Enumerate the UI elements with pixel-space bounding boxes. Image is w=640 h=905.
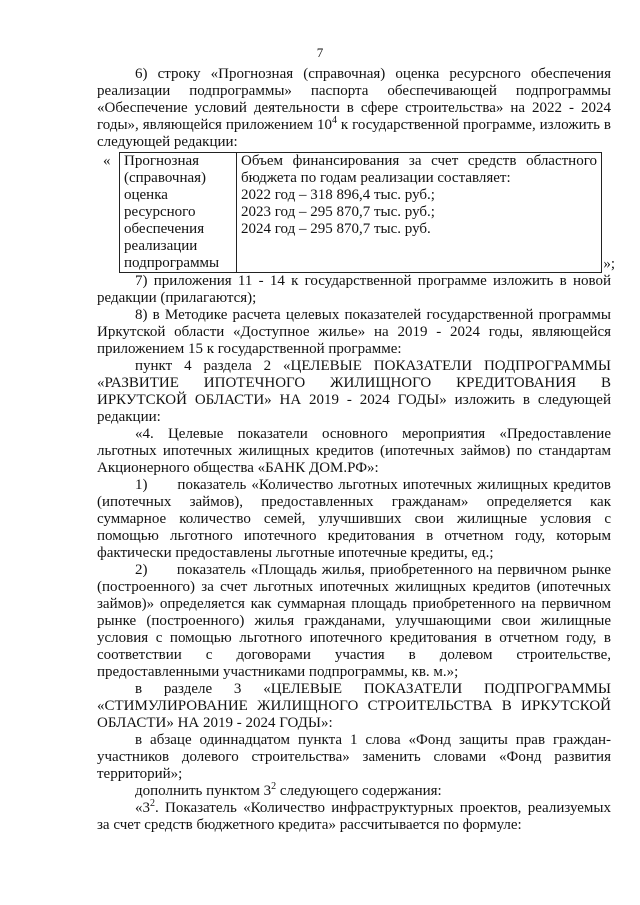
table-label-line: подпрограммы <box>124 255 220 271</box>
table-label-line: реализации <box>124 238 198 254</box>
paragraph-punkt-4: пункт 4 раздела 2 «ЦЕЛЕВЫЕ ПОКАЗАТЕЛИ ПОДПРОГРАММЫ «РАЗВИТИЕ ИПОТЕЧНОГО ЖИЛИЩНОГО КРЕДИТОВАНИЯ В ИРКУТСКОЙ ОБЛАСТИ» НА 2019 - 2024 ГОДЫ» изложить в следующей редакции: <box>97 358 611 425</box>
table-open-quote: « <box>103 153 111 169</box>
table-cell-label <box>120 153 237 273</box>
dopolnit-superscript: 2 <box>271 781 277 792</box>
table-label-line: ресурсного <box>124 204 196 220</box>
p32-superscript: 2 <box>150 798 155 809</box>
table-row <box>120 153 602 273</box>
table-label-line: оценка <box>124 187 168 203</box>
table-label-line: Прогнозная <box>124 153 200 169</box>
item-6-tail: к государственной программе, изложить в следующей редакции: <box>97 117 612 150</box>
dopolnit-text: дополнить пунктом 3 <box>135 783 272 799</box>
table-label-line: обеспечения <box>124 221 205 237</box>
paragraph-item-7: 7) приложения 11 - 14 к государственной программе изложить в новой редакции (прилагаются); <box>97 273 611 306</box>
table-label-line: (справочная) <box>124 170 207 186</box>
paragraph-abzac: в абзаце одиннадцатом пункта 1 слова «Фонд защиты прав граждан-участников долевого строительства» заменить словами «Фонд развития территорий»; <box>97 732 611 782</box>
item-6-superscript: 4 <box>331 115 337 126</box>
paragraph-item-8: 8) в Методике расчета целевых показателей государственной программы Иркутской области «Доступное жилье» на 2019 - 2024 годы, являющейся приложением 15 к государственной программе: <box>97 307 611 357</box>
p32-text: «3 <box>135 800 150 816</box>
p32-tail: . Показатель «Количество инфраструктурных проектов, реализуемых за счет средств бюджетного кредита» рассчитывается по формуле: <box>97 800 611 833</box>
document-body <box>97 66 615 834</box>
resource-table-wrap <box>97 152 615 273</box>
paragraph-item-6 <box>97 66 611 151</box>
table-value-line: 2024 год – 295 870,7 тыс. руб. <box>241 221 431 237</box>
dopolnit-tail: следующего содержания: <box>276 783 442 799</box>
item-6-text: 6) строку «Прогнозная (справочная) оценка ресурсного обеспечения реализации подпрограммы» паспорта обеспечивающей подпрограммы «Обеспечение условий деятельности в сфере строительства» на 2022 - 2024 годы», являющейся приложением 10 <box>97 66 611 133</box>
paragraph-subitem-2: 2) показатель «Площадь жилья, приобретенного на первичном рынке (построенного) за счет льготных ипотечных жилищных кредитов (ипотечных займов)» определяется как суммарная площадь приобретенного на первичном рынке (построенного) жилья гражданами, улучшающими свои жилищные условия с помощью льготного ипотечного кредитования в отчетном году, в соответствии с договорами участия в долевом строительстве, предоставленными участниками подпрограммы, кв. м.»; <box>97 562 615 680</box>
table-cell-value <box>237 153 602 273</box>
table-value-line: 2023 год – 295 870,7 тыс. руб.; <box>241 204 435 220</box>
table-value-line: 2022 год – 318 896,4 тыс. руб.; <box>241 187 435 203</box>
resource-table <box>119 152 602 273</box>
paragraph-subitem-1: 1) показатель «Количество льготных ипотечных жилищных кредитов (ипотечных займов), предоставленных гражданам» определяется как суммарное количество семей, улучшивших свои жилищные условия с помощью льготного ипотечного кредитования в отчетном году, которым фактически предоставлены льготные ипотечные кредиты, ед.; <box>97 477 615 561</box>
paragraph-3-2 <box>97 800 611 834</box>
paragraph-quote-4: «4. Целевые показатели основного мероприятия «Предоставление льготных ипотечных жилищных кредитов (ипотечных займов) по стандартам Акционерного общества «БАНК ДОМ.РФ»: <box>97 426 611 476</box>
table-close-quote: »; <box>603 256 615 272</box>
paragraph-razdel-3: в разделе 3 «ЦЕЛЕВЫЕ ПОКАЗАТЕЛИ ПОДПРОГРАММЫ «СТИМУЛИРОВАНИЕ ЖИЛИЩНОГО СТРОИТЕЛЬСТВА В ИРКУТСКОЙ ОБЛАСТИ» НА 2019 - 2024 ГОДЫ»: <box>97 681 611 731</box>
page-number: 7 <box>316 45 324 60</box>
table-value-line: Объем финансирования за счет средств областного бюджета по годам реализации составляет: <box>241 153 597 186</box>
paragraph-dopolnit <box>97 783 611 800</box>
